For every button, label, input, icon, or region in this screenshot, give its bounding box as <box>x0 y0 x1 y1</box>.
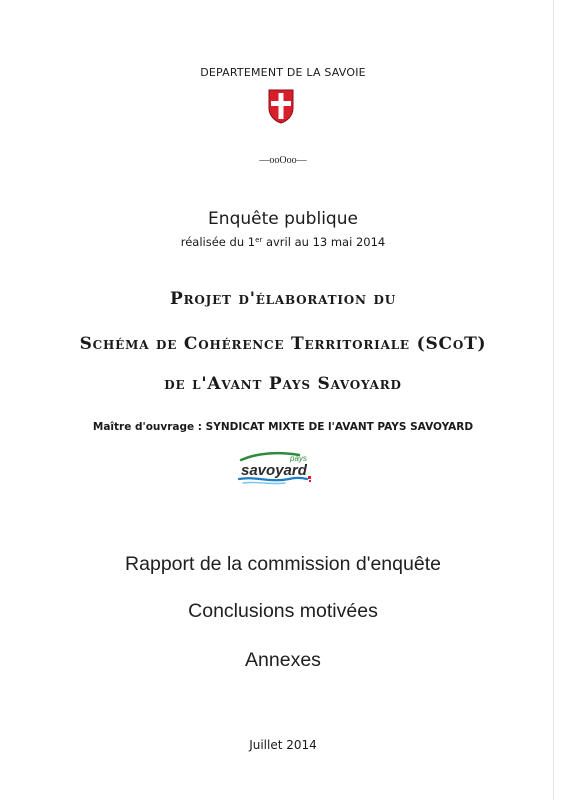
enquete-dates-prefix: réalisée du 1 <box>180 235 256 249</box>
department-heading: DEPARTEMENT DE LA SAVOIE <box>200 66 366 79</box>
scan-edge-line <box>553 0 554 800</box>
section-annexes: Annexes <box>245 649 321 671</box>
document-date: Juillet 2014 <box>249 738 317 752</box>
section-rapport: Rapport de la commission d'enquête <box>125 553 441 575</box>
enquete-dates-sup: er <box>255 236 263 244</box>
ornamental-separator: —ooOoo— <box>259 155 307 166</box>
logo-big-word: savoyard <box>241 462 307 479</box>
savoie-crest-icon <box>267 88 295 124</box>
logo-small-word: pays <box>290 454 307 463</box>
enquete-dates <box>0 235 566 249</box>
projet-title-line-1: Projet d'élaboration du <box>170 289 396 309</box>
avant-pays-savoyard-logo <box>237 446 317 486</box>
projet-title-line-2: Schéma de Cohérence Territoriale (SCoT) <box>79 334 487 354</box>
maitre-ouvrage-line: Maître d'ouvrage : SYNDICAT MIXTE DE l'AVANT PAYS SAVOYARD <box>92 421 474 433</box>
enquete-dates-suffix: avril au 13 mai 2014 <box>262 235 386 249</box>
enquete-title: Enquête publique <box>208 209 358 229</box>
section-conclusions: Conclusions motivées <box>188 600 378 622</box>
projet-title-line-3: de l'Avant Pays Savoyard <box>164 374 402 394</box>
